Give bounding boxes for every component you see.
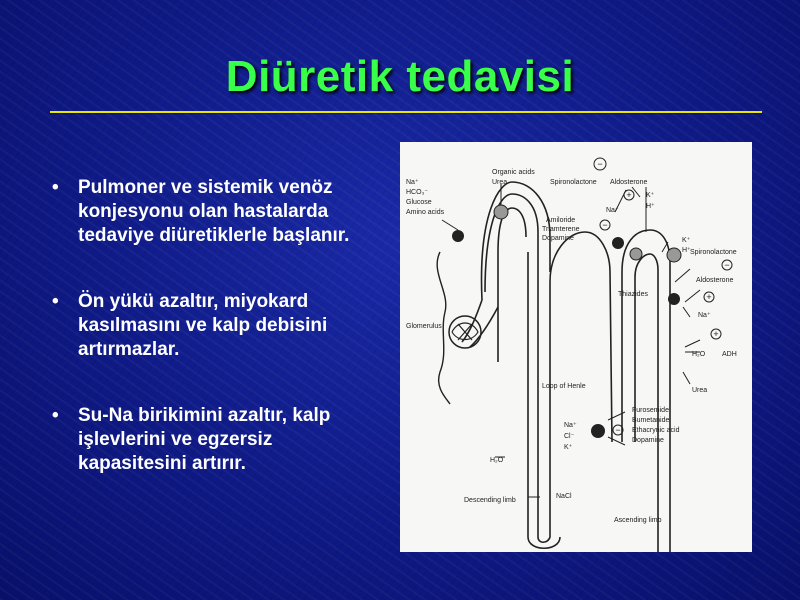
bullet-text: Su-Na birikimini azaltır, kalp işlevlerini ve egzersiz kapasitesini artırır. (78, 405, 331, 474)
title-underline (50, 111, 762, 113)
diagram-label: − (602, 220, 608, 230)
diagram-label: + (706, 292, 712, 302)
site-circle-collecting-2 (630, 248, 642, 260)
bullet-list (50, 176, 380, 518)
site-circle-loop (591, 424, 605, 438)
diagram-label: Spironolactone (690, 249, 737, 256)
nephron-diagram (400, 142, 752, 552)
diagram-label: K⁺ (564, 444, 573, 451)
diagram-label: Organic acids (492, 169, 535, 176)
diagram-label: − (597, 159, 603, 169)
bullet-item (50, 176, 380, 248)
site-circle-organic (494, 205, 508, 219)
diagram-label: H₂O (490, 457, 504, 464)
diagram-label: Ascending limb (614, 517, 662, 524)
diagram-label: Aldosterone (610, 179, 648, 186)
diagram-label: Glucose (406, 199, 432, 206)
diagram-label: ADH (722, 351, 737, 358)
diagram-label: Ethacrynic acid (632, 427, 680, 434)
diagram-label: Furosemide (632, 407, 669, 414)
diagram-label: + (626, 190, 632, 200)
diagram-label: Amino acids (406, 209, 445, 216)
diagram-label: Bumetanide (632, 417, 670, 424)
diagram-label: HCO₃⁻ (406, 189, 429, 196)
diagram-label: Dopamine (542, 235, 574, 242)
diagram-label: Na⁺ (698, 312, 711, 319)
diagram-label: Na⁺ (606, 207, 619, 214)
bullet-dot-icon: • (52, 291, 59, 312)
bullet-text: Pulmoner ve sistemik venöz konjesyonu olan hastalarda tedaviye diüretiklerle başlanır. (78, 177, 350, 246)
site-circle-collecting-1 (612, 237, 624, 249)
slide-title: Diüretik tedavisi (225, 52, 575, 101)
diagram-label: K⁺ (682, 237, 691, 244)
diagram-label: Glomerulus (406, 323, 442, 330)
glomerulus-shape (437, 252, 481, 404)
diagram-label: Na⁺ (406, 179, 419, 186)
diagram-label: NaCl (556, 493, 572, 500)
diagram-label: H⁺ (682, 247, 691, 254)
bullet-dot-icon: • (52, 405, 59, 426)
diagram-label: Urea (492, 179, 508, 186)
diagram-label: K⁺ (646, 192, 655, 199)
diagram-label: Dopamine (632, 437, 664, 444)
nephron-svg (400, 142, 752, 552)
diagram-label: Spironolactone (550, 179, 597, 186)
diagram-label: H⁺ (646, 203, 655, 210)
site-circle-late (667, 248, 681, 262)
site-circle-aldosterone (668, 293, 680, 305)
diagram-label: Triamterene (542, 226, 580, 233)
diagram-label: H₂O (692, 351, 706, 358)
diagram-label: Descending limb (464, 497, 516, 504)
bullet-text: Ön yükü azaltır, miyokard kasılmasını ve kalp debisini artırmazlar. (78, 291, 328, 360)
bullet-dot-icon: • (52, 177, 59, 198)
diagram-label: Loop of Henle (542, 383, 586, 390)
diagram-label: Urea (692, 387, 708, 394)
diagram-label: − (615, 425, 621, 435)
diagram-label: Aldosterone (696, 277, 734, 284)
bullet-item (50, 404, 380, 476)
diagram-label: − (724, 260, 730, 270)
diagram-label: Amiloride (546, 217, 576, 224)
bullet-item (50, 290, 380, 362)
site-circle-proximal (452, 230, 464, 242)
diagram-label: Na⁺ (564, 422, 577, 429)
diagram-label: Cl⁻ (564, 433, 575, 440)
diagram-label: Thiazides (618, 291, 648, 298)
diagram-label: + (713, 329, 719, 339)
